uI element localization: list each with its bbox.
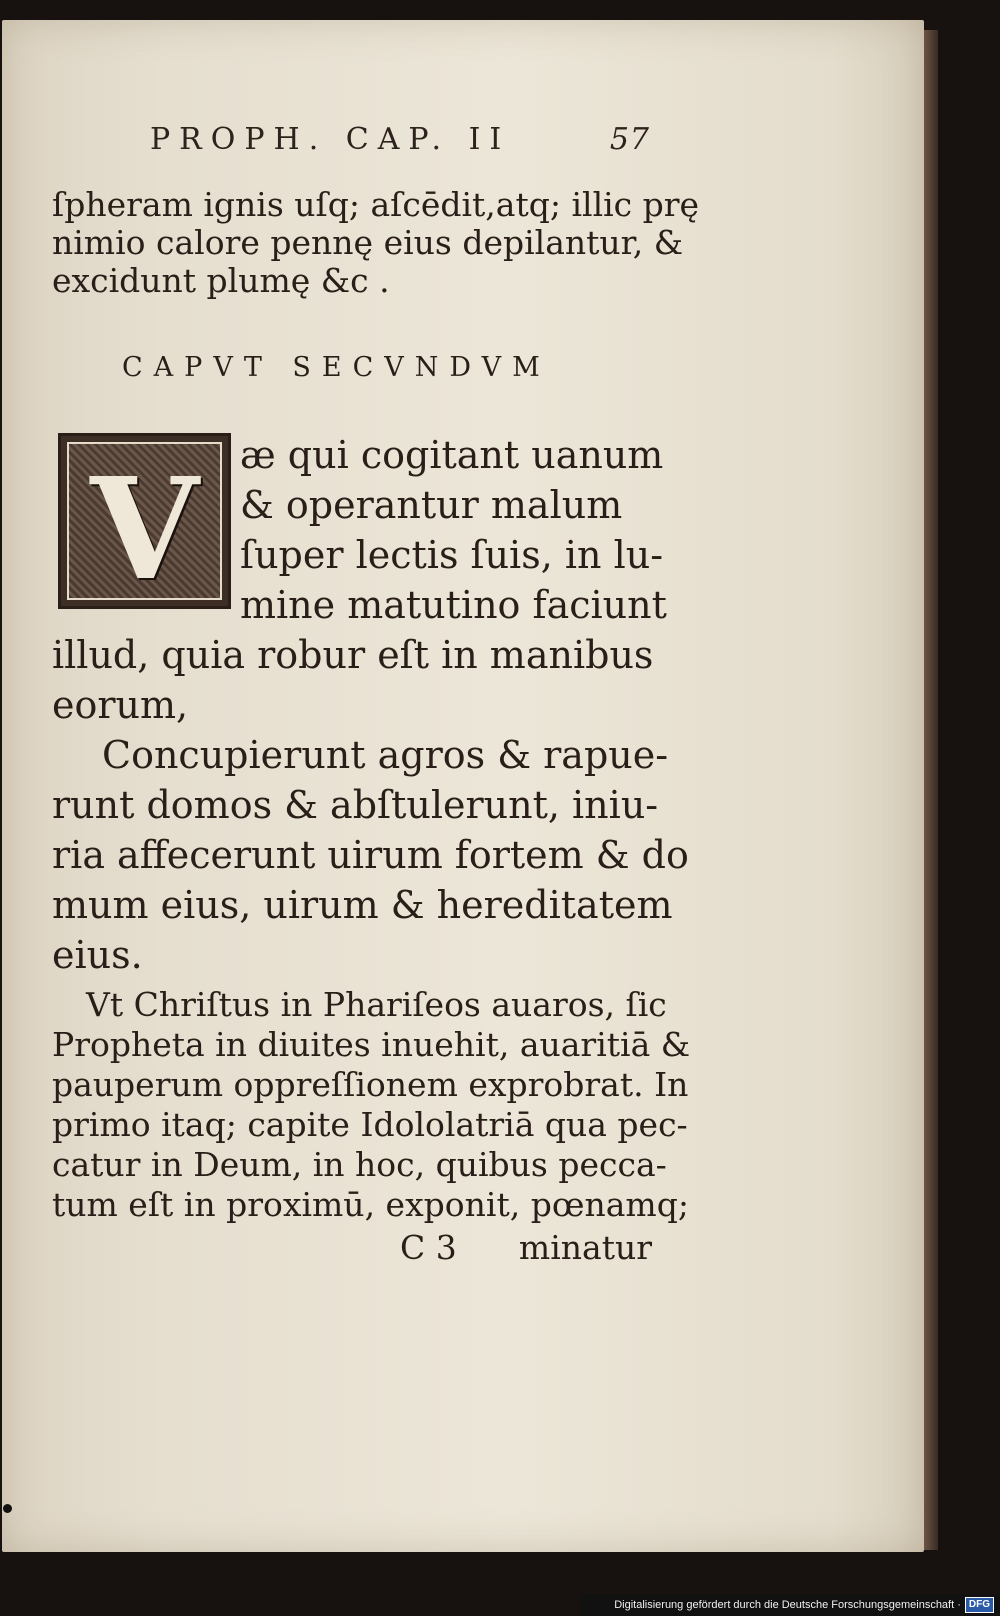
page-number: 57 [609, 122, 650, 157]
decorated-initial [58, 433, 231, 612]
text-line: & operantur malum [240, 483, 623, 527]
text-line: nimio calore pennę eius depilantur, & [52, 223, 684, 262]
signature-mark: C 3 [400, 1228, 457, 1267]
text-line: mine matutino faciunt [240, 583, 667, 627]
text-line: ſuper lectis ſuis, in lu- [240, 533, 664, 577]
catchword: minatur [518, 1228, 652, 1267]
margin-mark [3, 1504, 12, 1513]
running-header [150, 122, 650, 157]
text-line: æ qui cogitant uanum [240, 433, 664, 477]
chapter-title: CAPVT SECVNDVM [122, 352, 551, 383]
credit-text: Digitalisierung gefördert durch die Deutsche Forschungsgemeinschaft · [614, 1599, 961, 1611]
digitization-credit [580, 1594, 1000, 1616]
page-edge [924, 30, 938, 1550]
dfg-logo: DFG [965, 1597, 994, 1613]
text-line: excidunt plumę &c . [52, 261, 390, 300]
text-line: illud, quia robur eſt in manibus [52, 633, 654, 677]
text-line: eius. [52, 933, 143, 977]
text-line: runt domos & abſtulerunt, iniu- [52, 783, 659, 827]
text-line: Vt Chriſtus in Phariſeos auaros, ſic [86, 985, 667, 1024]
text-line: Concupierunt agros & rapue- [102, 733, 669, 777]
running-title: PROPH. CAP. II [150, 122, 511, 157]
text-line: eorum, [52, 683, 189, 727]
text-line: ſpheram ignis uſq; aſcēdit,atq; illic prę [52, 185, 700, 224]
text-line: Propheta in diuites inuehit, auaritiā & [52, 1025, 691, 1064]
text-line: primo itaq; capite Idololatriā qua pec- [52, 1105, 688, 1144]
text-line: catur in Deum, in hoc, quibus pecca- [52, 1145, 667, 1184]
text-line: ria affecerunt uirum fortem & do [52, 833, 689, 877]
text-line: mum eius, uirum & hereditatem [52, 883, 673, 927]
initial-ornament [67, 442, 222, 612]
initial-letter: V [90, 448, 199, 612]
text-line: pauperum oppreſſionem exprobrat. In [52, 1065, 689, 1104]
text-line: tum eſt in proximū, exponit, pœnamq; [52, 1185, 689, 1224]
